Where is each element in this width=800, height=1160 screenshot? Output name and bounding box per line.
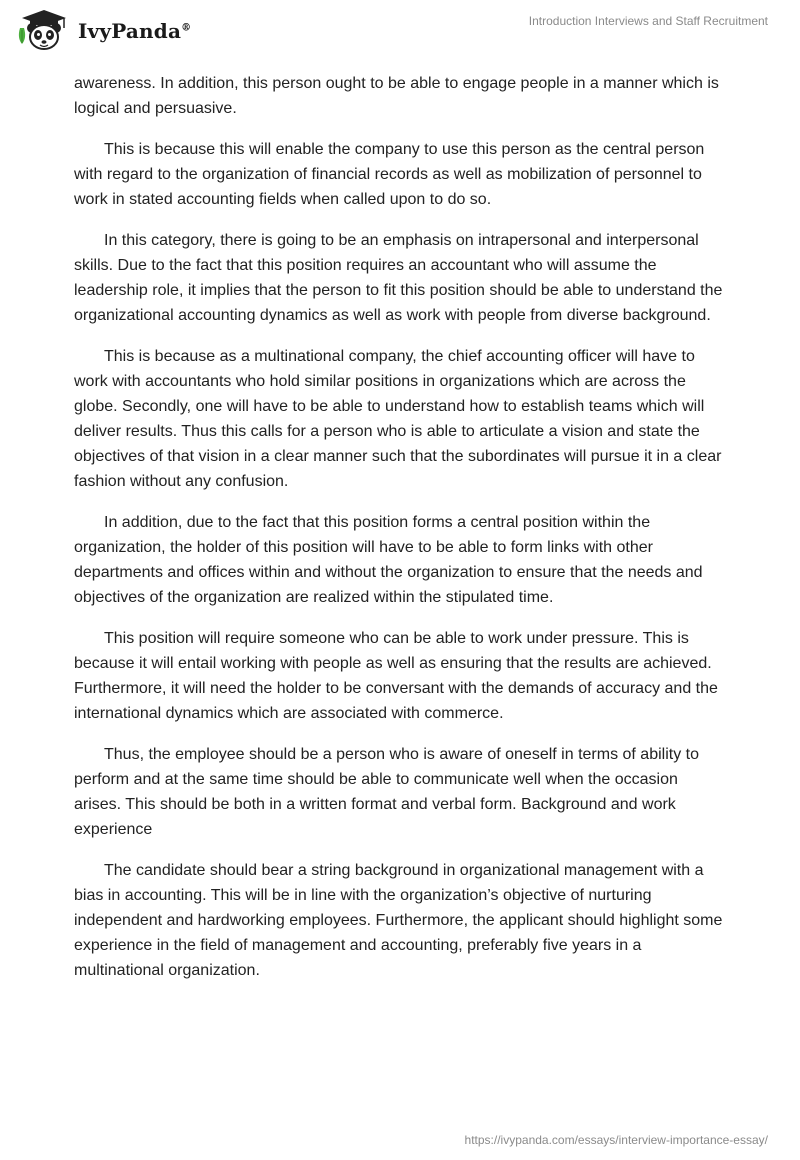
source-url-link[interactable]: https://ivypanda.com/essays/interview-importance-essay/ — [464, 1133, 768, 1147]
essay-body — [74, 71, 728, 999]
document-title: Introduction Interviews and Staff Recruitment — [528, 14, 768, 28]
paragraph: awareness. In addition, this person ought to be able to engage people in a manner which is logical and persuasive. — [74, 75, 719, 117]
ivypanda-logo[interactable] — [16, 8, 191, 52]
paragraph: The candidate should bear a string background in organizational management with a bias in accounting. This will be in line with the organization’s objective of nurturing independent and hardworking employees. Furthermore, the applicant should highlight some experience in the field of management and accounting, preferably five years in a multinational organization. — [74, 862, 723, 979]
paragraph: This is because as a multinational company, the chief accounting officer will have to work with accountants who hold similar positions in organizations which are across the globe. Secondly, one will have to be able to understand how to establish teams which will deliver results. Thus this calls for a person who is able to articulate a vision and state the objectives of that vision in a clear manner such that the subordinates will pursue it in a clear fashion without any confusion. — [74, 348, 722, 490]
paragraph: In this category, there is going to be an emphasis on intrapersonal and interpersonal skills. Due to the fact that this position requires an accountant who will assume the leadership role, it implies that the person to fit this position should be able to understand the organizational accounting dynamics as well as work with people from diverse background. — [74, 232, 723, 324]
paragraph: Thus, the employee should be a person who is aware of oneself in terms of ability to perform and at the same time should be able to communicate well when the occasion arises. This should be both in a written format and verbal form. Background and work experience — [74, 746, 699, 838]
paragraph: This position will require someone who can be able to work under pressure. This is because it will entail working with people as well as ensuring that the results are achieved. Furthermore, it will need the holder to be conversant with the demands of accuracy and the international dynamics which are associated with commerce. — [74, 630, 718, 722]
paragraph: In addition, due to the fact that this position forms a central position within the organization, the holder of this position will have to be able to form links with other departments and offices within and without the organization to ensure that the needs and objectives of the organization are realized within the stipulated time. — [74, 514, 703, 606]
logo-name: IvyPanda — [78, 19, 182, 43]
paragraph: This is because this will enable the company to use this person as the central person with regard to the organization of financial records as well as mobilization of personnel to work in stated accounting fields when called upon to do so. — [74, 141, 705, 208]
logo-wordmark — [78, 19, 191, 43]
page-header — [0, 0, 800, 70]
panda-icon — [16, 8, 72, 52]
registered-mark: ® — [181, 22, 192, 34]
